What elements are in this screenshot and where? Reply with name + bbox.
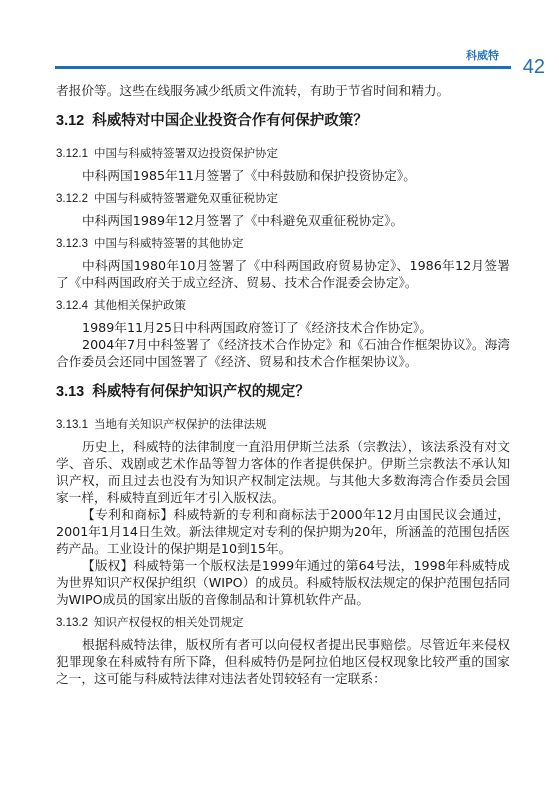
paragraph: 历史上，科威特的法律制度一直沿用伊斯兰法系（宗教法），该法系没有对文学、音乐、戏剧或艺术作品等智力客体的作者提供保护。伊斯兰宗教法不承认知识产权，而且过去也没有为知识产权制定法规。与其他大多数海湾合作委员会国家一样，科威特直到近年才引入版权法。	[56, 439, 510, 505]
subsection-title: 知识产权侵权的相关处罚规定	[93, 615, 244, 629]
header-rule	[55, 66, 511, 69]
paragraph: 中科两国1980年10月签署了《中科两国政府贸易协定》、1986年12月签署了《中科两国政府关于成立经济、贸易、技术合作混委会协定》。	[56, 258, 510, 290]
subsection-heading-3-13-1	[56, 416, 510, 433]
paragraph: 根据科威特法律，版权所有者可以向侵权者提出民事赔偿。尽管近年来侵权犯罪现象在科威特有所下降，但科威特仍是阿拉伯地区侵权现象比较严重的国家之一，这可能与科威特法律对违法者处罚较轻有一定联系：	[56, 637, 510, 686]
subsection-heading-3-12-3	[56, 235, 510, 252]
section-number: 3.12	[56, 113, 85, 129]
page-body	[56, 82, 510, 687]
paragraph: 2004年7月中科签署了《经济技术合作协定》和《石油合作框架协议》。海湾合作委员会还同中国签署了《经济、贸易和技术合作框架协议》。	[56, 337, 510, 369]
section-heading-3-12	[56, 111, 510, 131]
section-title: 科威特有何保护知识产权的规定？	[92, 384, 310, 400]
paragraph: 【版权】科威特第一个版权法是1999年通过的第64号法，1998年科威特成为世界知识产权保护组织（WIPO）的成员。科威特版权法规定的保护范围包括同为WIPO成员的国家出版的音像制品和计算机软件产品。	[56, 558, 510, 607]
paragraph: 1989年11月25日中科两国政府签订了《经济技术合作协定》。	[82, 320, 433, 335]
paragraph: 【专利和商标】科威特新的专利和商标法于2000年12月由国民议会通过，2001年1月14日生效。新法律规定对专利的保护期为20年，所涵盖的范围包括医药产品。工业设计的保护期是10到15年。	[56, 507, 510, 556]
subsection-number: 3.12.2	[56, 193, 88, 205]
subsection-number: 3.12.4	[56, 300, 88, 312]
subsection-title: 当地有关知识产权保护的法律法规	[93, 417, 267, 431]
subsection-number: 3.12.3	[56, 238, 88, 250]
paragraph: 中科两国1989年12月签署了《中科避免双重征税协定》。	[82, 213, 404, 228]
subsection-title: 中国与科威特签署双边投资保护协定	[93, 146, 278, 160]
section-title: 科威特对中国企业投资合作有何保护政策？	[92, 113, 368, 129]
paragraph: 中科两国1985年11月签署了《中科鼓励和保护投资协定》。	[82, 168, 416, 183]
subsection-heading-3-12-1	[56, 145, 510, 162]
subsection-heading-3-12-2	[56, 190, 510, 207]
subsection-title: 其他相关保护政策	[93, 298, 186, 312]
subsection-title: 中国与科威特签署避免双重征税协定	[93, 191, 278, 205]
header-section-tag: 科威特	[466, 49, 499, 62]
subsection-title: 中国与科威特签署的其他协定	[93, 236, 244, 250]
intro-paragraph: 者报价等。这些在线服务减少纸质文件流转，有助于节省时间和精力。	[56, 83, 450, 98]
subsection-number: 3.13.1	[56, 419, 88, 431]
section-number: 3.13	[56, 384, 85, 400]
section-heading-3-13	[56, 382, 510, 402]
subsection-number: 3.13.2	[56, 617, 88, 629]
subsection-heading-3-12-4	[56, 297, 510, 314]
subsection-heading-3-13-2	[56, 614, 510, 631]
page-number: 42	[522, 56, 545, 78]
subsection-number: 3.12.1	[56, 148, 88, 160]
